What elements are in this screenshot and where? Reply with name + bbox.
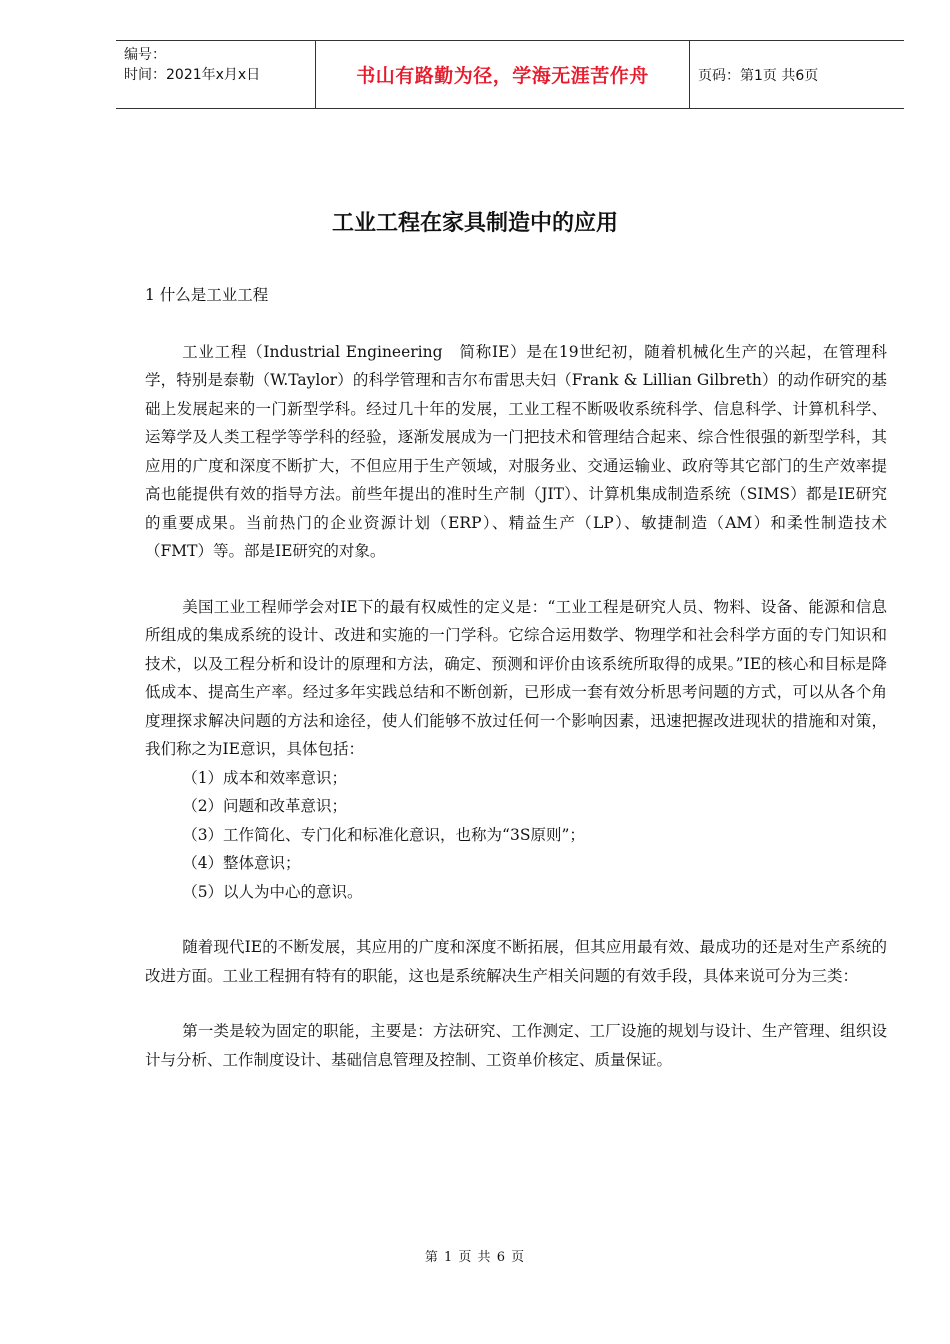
header-motto: 书山有路勤为径，学海无涯苦作舟 [316, 41, 690, 108]
page-footer: 第 1 页 共 6 页 [424, 1250, 526, 1265]
header-page-info: 页码：第1页 共6页 [698, 67, 819, 84]
paragraph: 工业工程（Industrial Engineering 简称IE）是在19世纪初，随着机械化生产的兴起，在管理科学，特别是泰勒（W.Taylor）的科学管理和吉尔布雷思夫妇（Frank & Lillian Gilbreth）的动作研究的基础上发展起来的一门新型学科。经过几十年的发展，工业工程不断吸收系统科学、信息科学、计算机科学、运筹学及人类工程学等学科的经验，逐渐发展成为一门把技术和管理结合起来、综合性很强的新型学科，其应用的广度和深度不断扩大，不但应用于生产领域，对服务业、交通运输业、政府等其它部门的生产效率提高也能提供有效的指导方法。前些年提出的准时生产制（JIT）、计算机集成制造系统（SIMS）都是IE研究的重要成果。当前热门的企业资源计划（ERP）、精益生产（LP）、敏捷制造（AM）和柔性制造技术（FMT）等。部是IE研究的对象。 [145, 342, 887, 560]
section-heading: 1 什么是工业工程 [145, 286, 269, 304]
list-item: （4）整体意识； [182, 854, 301, 872]
document-date-label: 时间：2021年x月x日 [124, 67, 261, 83]
paragraph: 随着现代IE的不断发展，其应用的广度和深度不断拓展，但其应用最有效、最成功的还是对生产系统的改进方面。工业工程拥有特有的职能，这也是系统解决生产相关问题的有效手段，具体来说可分为三类： [145, 938, 887, 985]
paragraph: 美国工业工程师学会对IE下的最有权威性的定义是：“工业工程是研究人员、物料、设备、能源和信息所组成的集成系统的设计、改进和实施的一门学科。它综合运用数学、物理学和社会科学方面的专门知识和技术，以及工程分析和设计的原理和方法，确定、预测和评价由该系统所取得的成果。”IE的核心和目标是降低成本、提高生产率。经过多年实践总结和不断创新，已形成一套有效分析思考问题的方式，可以从各个角度理探求解决问题的方法和途径，使人们能够不放过任何一个影响因素，迅速把握改进现状的措施和对策，我们称之为IE意识，具体包括： [145, 597, 887, 758]
list-item: （2）问题和改革意识； [182, 797, 348, 815]
list-item: （1）成本和效率意识； [182, 768, 348, 787]
header-meta-cell [116, 41, 316, 108]
page-header [116, 40, 904, 109]
list-item: （3）工作简化、专门化和标准化意识，也称为“3S原则”； [182, 825, 585, 844]
list-item: （5）以人为中心的意识。 [182, 882, 363, 901]
document-body [145, 281, 887, 1074]
document-number-label: 编号： [124, 47, 166, 63]
paragraph: 第一类是较为固定的职能，主要是：方法研究、工作测定、工厂设施的规划与设计、生产管理、组织设计与分析、工作制度设计、基础信息管理及控制、工资单价核定、质量保证。 [145, 1022, 887, 1069]
ie-awareness-list [145, 764, 887, 907]
document-title: 工业工程在家具制造中的应用 [331, 211, 618, 236]
